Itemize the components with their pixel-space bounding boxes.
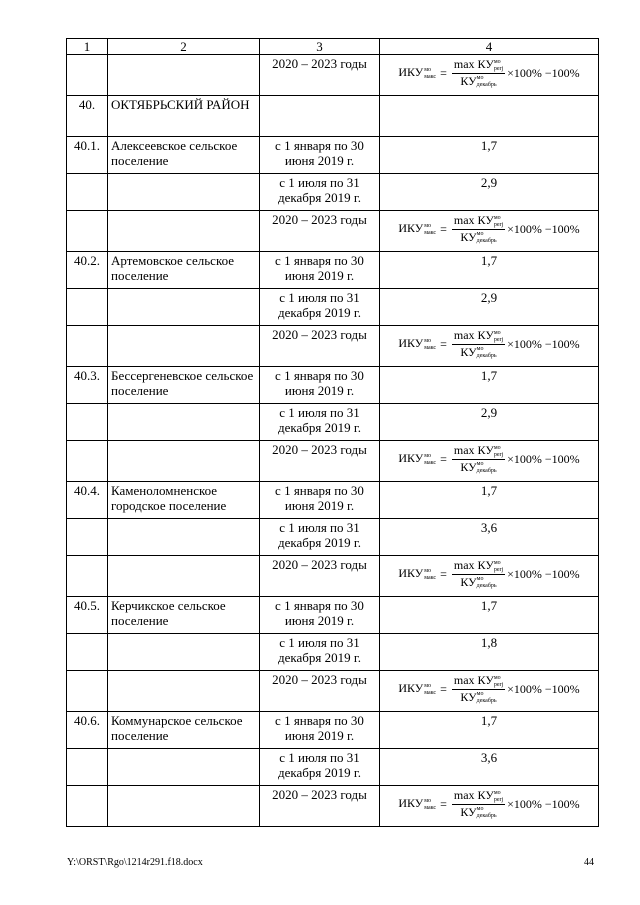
formula-num-text: max КУ bbox=[453, 788, 494, 803]
period bbox=[260, 96, 380, 137]
value-row bbox=[67, 482, 599, 519]
formula-tail: ×100% −100% bbox=[507, 451, 580, 466]
period: 2020 – 2023 годы bbox=[260, 441, 380, 482]
index-value bbox=[380, 96, 599, 137]
formula-numerator bbox=[452, 328, 505, 344]
formula-numerator bbox=[452, 57, 505, 73]
formula-den-text: КУ bbox=[460, 459, 477, 474]
index-formula-cell bbox=[380, 671, 599, 712]
header-row bbox=[67, 39, 599, 55]
formula-num-sub: реrj bbox=[493, 221, 504, 228]
formula-lhs bbox=[398, 336, 436, 351]
formula-lhs-symbol: ИКУ bbox=[398, 221, 424, 236]
formula-den-sup: мо bbox=[476, 575, 484, 582]
formula-lhs-indices bbox=[424, 798, 436, 812]
formula-lhs-sup: мо bbox=[424, 452, 432, 459]
row-number bbox=[67, 174, 108, 211]
value-row bbox=[67, 289, 599, 326]
formula-den-sub: декабрь bbox=[476, 697, 497, 704]
formula-num-indices bbox=[494, 675, 503, 689]
formula-den-sup: мо bbox=[476, 460, 484, 467]
formula-num-sup: мо bbox=[493, 444, 501, 451]
header-col-2: 2 bbox=[108, 39, 260, 55]
formula-den-indices bbox=[477, 461, 497, 475]
formula-num-text: max КУ bbox=[453, 328, 494, 343]
formula-lhs-sub: макс bbox=[424, 459, 437, 466]
row-number: 40.5. bbox=[67, 597, 108, 634]
formula-num-sup: мо bbox=[493, 789, 501, 796]
index-formula-cell bbox=[380, 556, 599, 597]
settlement-name: Бессергеневское сельское поселение bbox=[108, 367, 260, 404]
row-number bbox=[67, 749, 108, 786]
row-number bbox=[67, 55, 108, 96]
formula-num-text: max КУ bbox=[453, 673, 494, 688]
formula-den-sub: декабрь bbox=[476, 81, 497, 88]
formula-lhs-sup: мо bbox=[424, 222, 432, 229]
period: с 1 января по 30 июня 2019 г. bbox=[260, 482, 380, 519]
formula-numerator bbox=[452, 673, 505, 689]
row-number bbox=[67, 519, 108, 556]
formula-den-indices bbox=[477, 231, 497, 245]
formula-lhs bbox=[398, 65, 436, 80]
row-number: 40.1. bbox=[67, 137, 108, 174]
formula-fraction bbox=[452, 57, 505, 89]
period: 2020 – 2023 годы bbox=[260, 55, 380, 96]
settlement-name: ОКТЯБРЬСКИЙ РАЙОН bbox=[108, 96, 260, 137]
formula-row bbox=[67, 211, 599, 252]
iku-formula bbox=[383, 672, 595, 706]
settlement-name bbox=[108, 786, 260, 827]
settlement-name bbox=[108, 671, 260, 712]
period: с 1 июля по 31 декабря 2019 г. bbox=[260, 749, 380, 786]
formula-lhs bbox=[398, 796, 436, 811]
formula-equals: = bbox=[440, 336, 447, 351]
settlement-name: Алексеевское сельское поселение bbox=[108, 137, 260, 174]
period: 2020 – 2023 годы bbox=[260, 556, 380, 597]
formula-denominator bbox=[458, 460, 498, 475]
index-formula-cell bbox=[380, 211, 599, 252]
formula-num-text: max КУ bbox=[453, 558, 494, 573]
formula-tail: ×100% −100% bbox=[507, 566, 580, 581]
iku-formula bbox=[383, 212, 595, 246]
index-formula-cell bbox=[380, 786, 599, 827]
formula-lhs-sup: мо bbox=[424, 682, 432, 689]
period: с 1 июля по 31 декабря 2019 г. bbox=[260, 289, 380, 326]
formula-row bbox=[67, 326, 599, 367]
formula-den-sup: мо bbox=[476, 345, 484, 352]
formula-row bbox=[67, 556, 599, 597]
row-number: 40.4. bbox=[67, 482, 108, 519]
formula-fraction bbox=[452, 558, 505, 590]
settlement-name bbox=[108, 404, 260, 441]
header-col-1: 1 bbox=[67, 39, 108, 55]
formula-den-sub: декабрь bbox=[476, 582, 497, 589]
index-value: 1,7 bbox=[380, 482, 599, 519]
formula-den-text: КУ bbox=[460, 804, 477, 819]
index-formula-cell bbox=[380, 326, 599, 367]
formula-row bbox=[67, 441, 599, 482]
row-number bbox=[67, 786, 108, 827]
settlement-name bbox=[108, 441, 260, 482]
formula-denominator bbox=[458, 575, 498, 590]
iku-formula bbox=[383, 327, 595, 361]
formula-den-sub: декабрь bbox=[476, 467, 497, 474]
index-value: 1,7 bbox=[380, 597, 599, 634]
formula-lhs-indices bbox=[424, 338, 436, 352]
formula-row bbox=[67, 55, 599, 96]
formula-lhs-sub: макс bbox=[424, 73, 437, 80]
settlement-name bbox=[108, 211, 260, 252]
formula-lhs-symbol: ИКУ bbox=[398, 566, 424, 581]
formula-lhs-sup: мо bbox=[424, 797, 432, 804]
formula-equals: = bbox=[440, 566, 447, 581]
index-value: 3,6 bbox=[380, 749, 599, 786]
formula-fraction bbox=[452, 328, 505, 360]
formula-lhs-sub: макс bbox=[424, 689, 437, 696]
settlement-name bbox=[108, 749, 260, 786]
index-value: 3,6 bbox=[380, 519, 599, 556]
formula-tail: ×100% −100% bbox=[507, 221, 580, 236]
row-number bbox=[67, 556, 108, 597]
value-row bbox=[67, 712, 599, 749]
formula-fraction bbox=[452, 788, 505, 820]
formula-den-text: КУ bbox=[460, 689, 477, 704]
formula-equals: = bbox=[440, 681, 447, 696]
formula-num-sub: реrj bbox=[493, 566, 504, 573]
formula-num-text: max КУ bbox=[453, 213, 494, 228]
formula-denominator bbox=[458, 345, 498, 360]
tariff-table bbox=[66, 38, 599, 827]
formula-numerator bbox=[452, 213, 505, 229]
settlement-name bbox=[108, 556, 260, 597]
value-row bbox=[67, 519, 599, 556]
row-number bbox=[67, 671, 108, 712]
row-number bbox=[67, 289, 108, 326]
formula-lhs-sub: макс bbox=[424, 574, 437, 581]
index-value: 2,9 bbox=[380, 289, 599, 326]
formula-lhs-indices bbox=[424, 223, 436, 237]
iku-formula bbox=[383, 56, 595, 90]
formula-den-sub: декабрь bbox=[476, 812, 497, 819]
index-value: 2,9 bbox=[380, 174, 599, 211]
formula-num-sub: реrj bbox=[493, 451, 504, 458]
formula-num-text: max КУ bbox=[453, 57, 494, 72]
settlement-name bbox=[108, 289, 260, 326]
settlement-name bbox=[108, 326, 260, 367]
formula-den-sub: декабрь bbox=[476, 237, 497, 244]
period: с 1 января по 30 июня 2019 г. bbox=[260, 252, 380, 289]
settlement-name bbox=[108, 519, 260, 556]
period: 2020 – 2023 годы bbox=[260, 786, 380, 827]
formula-den-indices bbox=[477, 806, 497, 820]
formula-equals: = bbox=[440, 65, 447, 80]
formula-tail: ×100% −100% bbox=[507, 796, 580, 811]
formula-row bbox=[67, 671, 599, 712]
formula-lhs-sup: мо bbox=[424, 66, 432, 73]
row-number bbox=[67, 634, 108, 671]
row-number bbox=[67, 326, 108, 367]
formula-den-sup: мо bbox=[476, 74, 484, 81]
settlement-name: Коммунарское сельское поселение bbox=[108, 712, 260, 749]
header-col-4: 4 bbox=[380, 39, 599, 55]
formula-num-sup: мо bbox=[493, 674, 501, 681]
formula-den-indices bbox=[477, 691, 497, 705]
formula-lhs bbox=[398, 681, 436, 696]
formula-num-sup: мо bbox=[493, 329, 501, 336]
formula-fraction bbox=[452, 673, 505, 705]
index-value: 2,9 bbox=[380, 404, 599, 441]
period: 2020 – 2023 годы bbox=[260, 671, 380, 712]
period: с 1 июля по 31 декабря 2019 г. bbox=[260, 174, 380, 211]
row-number bbox=[67, 211, 108, 252]
formula-num-sub: реrj bbox=[493, 65, 504, 72]
value-row bbox=[67, 404, 599, 441]
footer-file-path: Y:\ORST\Rgo\1214r291.f18.docx bbox=[67, 857, 203, 868]
value-row bbox=[67, 597, 599, 634]
settlement-name bbox=[108, 174, 260, 211]
formula-fraction bbox=[452, 443, 505, 475]
section-row bbox=[67, 96, 599, 137]
formula-tail: ×100% −100% bbox=[507, 336, 580, 351]
settlement-name bbox=[108, 55, 260, 96]
formula-num-sup: мо bbox=[493, 214, 501, 221]
formula-numerator bbox=[452, 558, 505, 574]
formula-lhs-indices bbox=[424, 568, 436, 582]
row-number: 40.6. bbox=[67, 712, 108, 749]
index-value: 1,7 bbox=[380, 252, 599, 289]
settlement-name: Каменоломненское городское поселение bbox=[108, 482, 260, 519]
formula-equals: = bbox=[440, 451, 447, 466]
formula-tail: ×100% −100% bbox=[507, 65, 580, 80]
settlement-name: Керчикское сельское поселение bbox=[108, 597, 260, 634]
formula-fraction bbox=[452, 213, 505, 245]
period: с 1 июля по 31 декабря 2019 г. bbox=[260, 519, 380, 556]
formula-tail: ×100% −100% bbox=[507, 681, 580, 696]
period: с 1 июля по 31 декабря 2019 г. bbox=[260, 634, 380, 671]
formula-equals: = bbox=[440, 796, 447, 811]
formula-equals: = bbox=[440, 221, 447, 236]
formula-lhs-sup: мо bbox=[424, 337, 432, 344]
formula-lhs-sub: макс bbox=[424, 804, 437, 811]
period: с 1 января по 30 июня 2019 г. bbox=[260, 137, 380, 174]
value-row bbox=[67, 174, 599, 211]
index-formula-cell bbox=[380, 55, 599, 96]
formula-num-sub: реrj bbox=[493, 336, 504, 343]
formula-lhs bbox=[398, 566, 436, 581]
period: с 1 января по 30 июня 2019 г. bbox=[260, 597, 380, 634]
formula-num-sup: мо bbox=[493, 559, 501, 566]
iku-formula bbox=[383, 787, 595, 821]
footer-page-number: 44 bbox=[584, 857, 594, 868]
formula-lhs-sub: макс bbox=[424, 344, 437, 351]
index-value: 1,7 bbox=[380, 712, 599, 749]
formula-den-indices bbox=[477, 346, 497, 360]
formula-lhs-symbol: ИКУ bbox=[398, 681, 424, 696]
row-number: 40. bbox=[67, 96, 108, 137]
period: 2020 – 2023 годы bbox=[260, 326, 380, 367]
formula-num-indices bbox=[494, 215, 503, 229]
period: с 1 января по 30 июня 2019 г. bbox=[260, 367, 380, 404]
formula-lhs-indices bbox=[424, 67, 436, 81]
header-col-3: 3 bbox=[260, 39, 380, 55]
formula-denominator bbox=[458, 805, 498, 820]
formula-numerator bbox=[452, 788, 505, 804]
formula-num-sup: мо bbox=[493, 58, 501, 65]
settlement-name: Артемовское сельское поселение bbox=[108, 252, 260, 289]
iku-formula bbox=[383, 557, 595, 591]
formula-lhs-indices bbox=[424, 453, 436, 467]
formula-den-text: КУ bbox=[460, 73, 477, 88]
row-number: 40.2. bbox=[67, 252, 108, 289]
formula-den-indices bbox=[477, 75, 497, 89]
formula-den-text: КУ bbox=[460, 229, 477, 244]
row-number bbox=[67, 441, 108, 482]
index-formula-cell bbox=[380, 441, 599, 482]
formula-lhs-symbol: ИКУ bbox=[398, 796, 424, 811]
settlement-name bbox=[108, 634, 260, 671]
formula-row bbox=[67, 786, 599, 827]
formula-num-indices bbox=[494, 790, 503, 804]
formula-den-text: КУ bbox=[460, 574, 477, 589]
formula-num-indices bbox=[494, 560, 503, 574]
formula-num-sub: реrj bbox=[493, 681, 504, 688]
formula-lhs-sup: мо bbox=[424, 567, 432, 574]
index-value: 1,7 bbox=[380, 367, 599, 404]
formula-denominator bbox=[458, 230, 498, 245]
formula-lhs-indices bbox=[424, 683, 436, 697]
formula-lhs-symbol: ИКУ bbox=[398, 451, 424, 466]
formula-den-sup: мо bbox=[476, 805, 484, 812]
value-row bbox=[67, 634, 599, 671]
formula-lhs-symbol: ИКУ bbox=[398, 65, 424, 80]
formula-numerator bbox=[452, 443, 505, 459]
iku-formula bbox=[383, 442, 595, 476]
formula-denominator bbox=[458, 690, 498, 705]
period: с 1 января по 30 июня 2019 г. bbox=[260, 712, 380, 749]
value-row bbox=[67, 749, 599, 786]
row-number: 40.3. bbox=[67, 367, 108, 404]
row-number bbox=[67, 404, 108, 441]
formula-num-indices bbox=[494, 330, 503, 344]
formula-lhs bbox=[398, 221, 436, 236]
value-row bbox=[67, 367, 599, 404]
formula-lhs-symbol: ИКУ bbox=[398, 336, 424, 351]
formula-lhs bbox=[398, 451, 436, 466]
value-row bbox=[67, 137, 599, 174]
period: с 1 июля по 31 декабря 2019 г. bbox=[260, 404, 380, 441]
formula-denominator bbox=[458, 74, 498, 89]
formula-num-indices bbox=[494, 445, 503, 459]
formula-den-text: КУ bbox=[460, 344, 477, 359]
period: 2020 – 2023 годы bbox=[260, 211, 380, 252]
formula-den-sup: мо bbox=[476, 690, 484, 697]
value-row bbox=[67, 252, 599, 289]
formula-den-sup: мо bbox=[476, 230, 484, 237]
index-value: 1,7 bbox=[380, 137, 599, 174]
formula-num-indices bbox=[494, 59, 503, 73]
formula-den-indices bbox=[477, 576, 497, 590]
formula-num-text: max КУ bbox=[453, 443, 494, 458]
index-value: 1,8 bbox=[380, 634, 599, 671]
formula-num-sub: реrj bbox=[493, 796, 504, 803]
formula-den-sub: декабрь bbox=[476, 352, 497, 359]
formula-lhs-sub: макс bbox=[424, 229, 437, 236]
